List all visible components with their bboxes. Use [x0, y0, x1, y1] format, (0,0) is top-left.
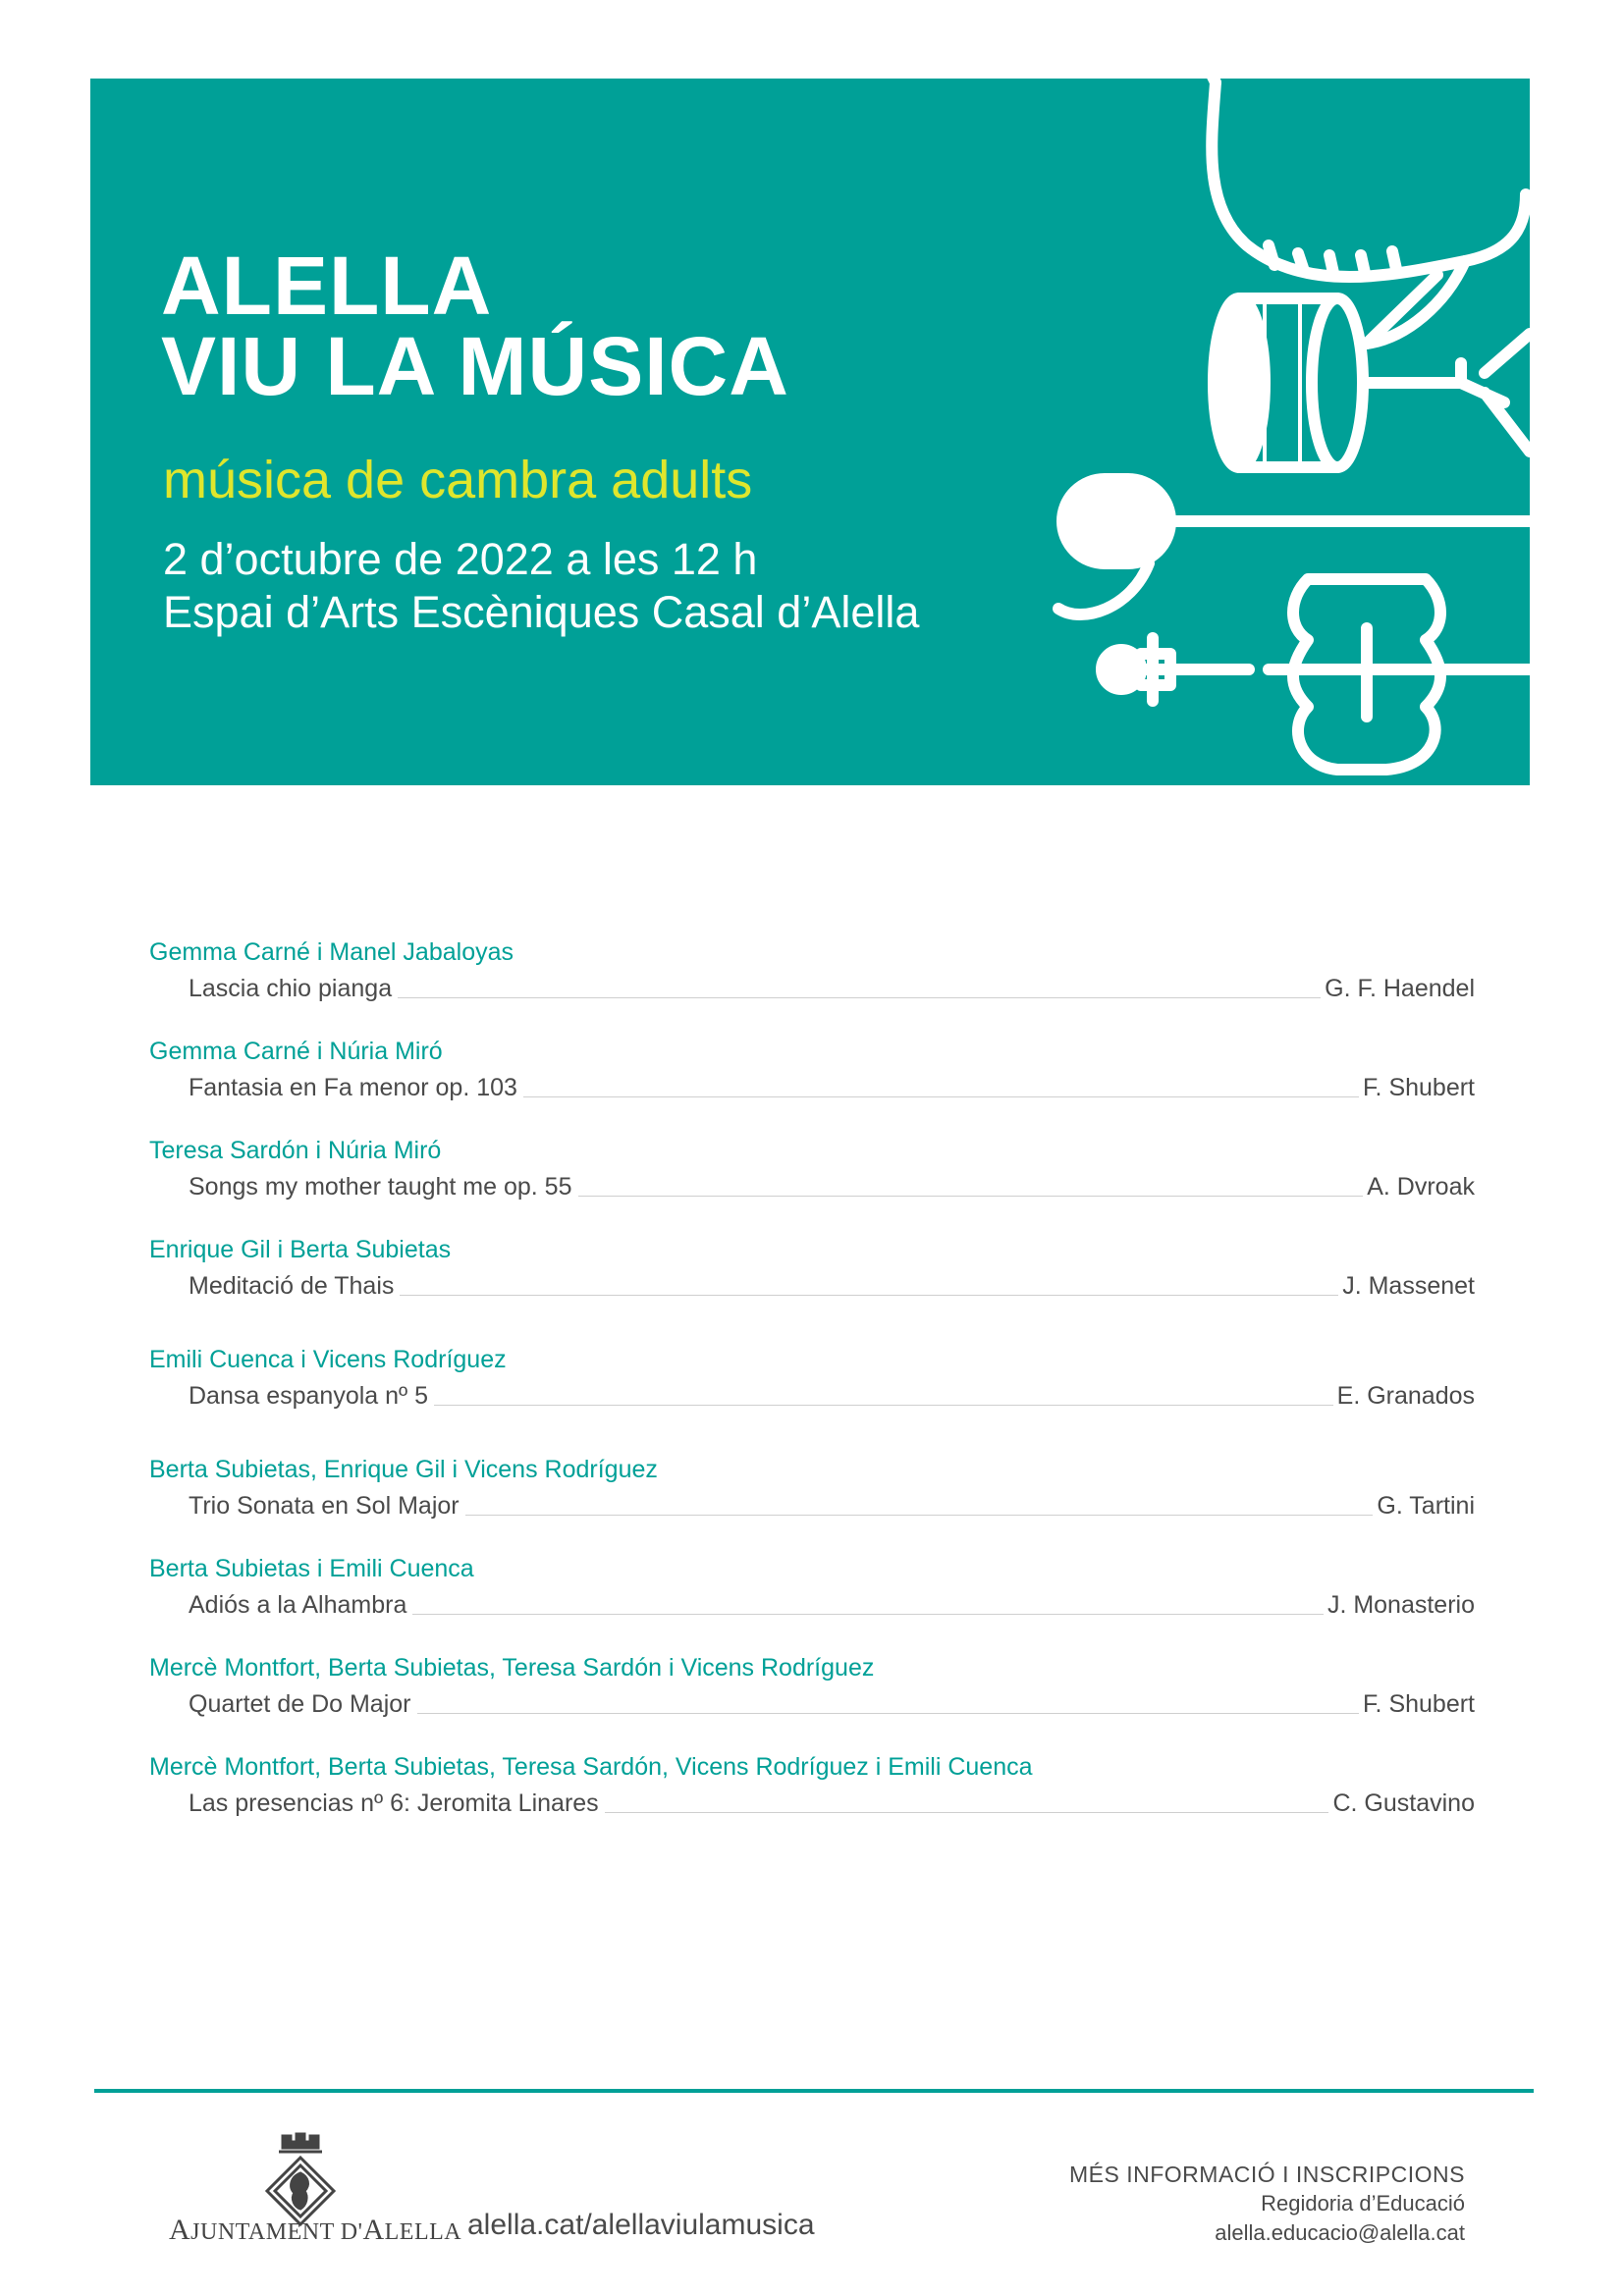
- website-link[interactable]: alella.cat/alellaviulamusica: [467, 2209, 815, 2241]
- event-venue: Espai d’Arts Escèniques Casal d’Alella: [163, 587, 920, 637]
- title-line-2: VIU LA MÚSICA: [161, 320, 789, 412]
- dotted-leader: [434, 1405, 1333, 1406]
- program-work-line: [189, 972, 1475, 1003]
- program-work-line: [189, 1269, 1475, 1301]
- program-composer: A. Dvroak: [1367, 1173, 1475, 1201]
- program-work-title: Trio Sonata en Sol Major: [189, 1492, 460, 1520]
- program-item: [149, 1137, 1475, 1202]
- program-item: [149, 1555, 1475, 1621]
- program-performers: Mercè Montfort, Berta Subietas, Teresa Sardón i Vicens Rodríguez: [149, 1654, 875, 1682]
- dotted-leader: [417, 1713, 1360, 1714]
- header-banner: [90, 79, 1530, 785]
- program-composer: G. Tartini: [1377, 1492, 1475, 1520]
- program-work-line: [189, 1687, 1475, 1719]
- program-composer: F. Shubert: [1363, 1690, 1475, 1718]
- title-line-1: ALELLA: [161, 240, 493, 332]
- program-composer: J. Massenet: [1342, 1272, 1475, 1300]
- program-composer: F. Shubert: [1363, 1074, 1475, 1101]
- program-work-title: Quartet de Do Major: [189, 1690, 411, 1718]
- dotted-leader: [400, 1295, 1338, 1296]
- subtitle: música de cambra adults: [163, 451, 753, 509]
- program-work-line: [189, 1170, 1475, 1201]
- program-work-title: Adiós a la Alhambra: [189, 1591, 407, 1619]
- program-item: [149, 1236, 1475, 1302]
- event-date: 2 d’octubre de 2022 a les 12 h: [163, 534, 758, 584]
- program-work-line: [189, 1787, 1475, 1818]
- program-work-title: Las presencias nº 6: Jeromita Linares: [189, 1789, 599, 1817]
- wordmark-text: JUNTAMENT D': [190, 2219, 363, 2245]
- program-item: [149, 1038, 1475, 1103]
- program-item: [149, 1654, 1475, 1720]
- dotted-leader: [412, 1614, 1324, 1615]
- program-performers: Enrique Gil i Berta Subietas: [149, 1236, 452, 1263]
- footer-divider: [94, 2089, 1534, 2093]
- program-performers: Emili Cuenca i Vicens Rodríguez: [149, 1346, 507, 1373]
- violin-icon: [1102, 579, 1530, 770]
- wordmark-text: LELLA: [384, 2219, 462, 2245]
- program-item: [149, 1456, 1475, 1522]
- program-performers: Gemma Carné i Manel Jabaloyas: [149, 938, 514, 966]
- program-performers: Berta Subietas i Emili Cuenca: [149, 1555, 474, 1582]
- program-composer: E. Granados: [1336, 1382, 1475, 1410]
- program-work-line: [189, 1489, 1475, 1521]
- program-work-title: Fantasia en Fa menor op. 103: [189, 1074, 517, 1101]
- program-performers: Teresa Sardón i Núria Miró: [149, 1137, 442, 1164]
- program-performers: Gemma Carné i Núria Miró: [149, 1038, 443, 1065]
- contact-info: [1069, 2160, 1465, 2248]
- program-composer: G. F. Haendel: [1325, 975, 1475, 1002]
- instruments-illustration: [90, 79, 1530, 785]
- info-heading: MÉS INFORMACIÓ I INSCRIPCIONS: [1069, 2162, 1465, 2187]
- wordmark-initial: A: [362, 2214, 385, 2246]
- dotted-leader: [605, 1812, 1329, 1813]
- dotted-leader: [398, 997, 1321, 998]
- program-item: [149, 1753, 1475, 1819]
- info-department: Regidoria d’Educació: [1261, 2191, 1465, 2216]
- program-performers: Berta Subietas, Enrique Gil i Vicens Rodríguez: [149, 1456, 658, 1483]
- program-composer: J. Monasterio: [1326, 1591, 1475, 1619]
- program-work-title: Lascia chio pianga: [189, 975, 393, 1002]
- program-work-title: Meditació de Thais: [189, 1272, 395, 1300]
- program-work-title: Dansa espanyola nº 5: [189, 1382, 429, 1410]
- concert-program: [149, 938, 1475, 1852]
- program-work-line: [189, 1379, 1475, 1411]
- wordmark-initial: A: [169, 2214, 191, 2246]
- program-work-title: Songs my mother taught me op. 55: [189, 1173, 572, 1201]
- program-composer: C. Gustavino: [1332, 1789, 1475, 1817]
- dotted-leader: [523, 1096, 1359, 1097]
- program-performers: Mercè Montfort, Berta Subietas, Teresa Sardón, Vicens Rodríguez i Emili Cuenca: [149, 1753, 1033, 1781]
- program-work-line: [189, 1071, 1475, 1102]
- dotted-leader: [578, 1196, 1364, 1197]
- program-item: [149, 1346, 1475, 1412]
- drum-icon: [1214, 298, 1530, 467]
- program-work-line: [189, 1588, 1475, 1620]
- program-item: [149, 938, 1475, 1004]
- info-email[interactable]: alella.educacio@alella.cat: [1215, 2220, 1465, 2245]
- logo-wordmark: [169, 2214, 461, 2247]
- dotted-leader: [465, 1515, 1374, 1516]
